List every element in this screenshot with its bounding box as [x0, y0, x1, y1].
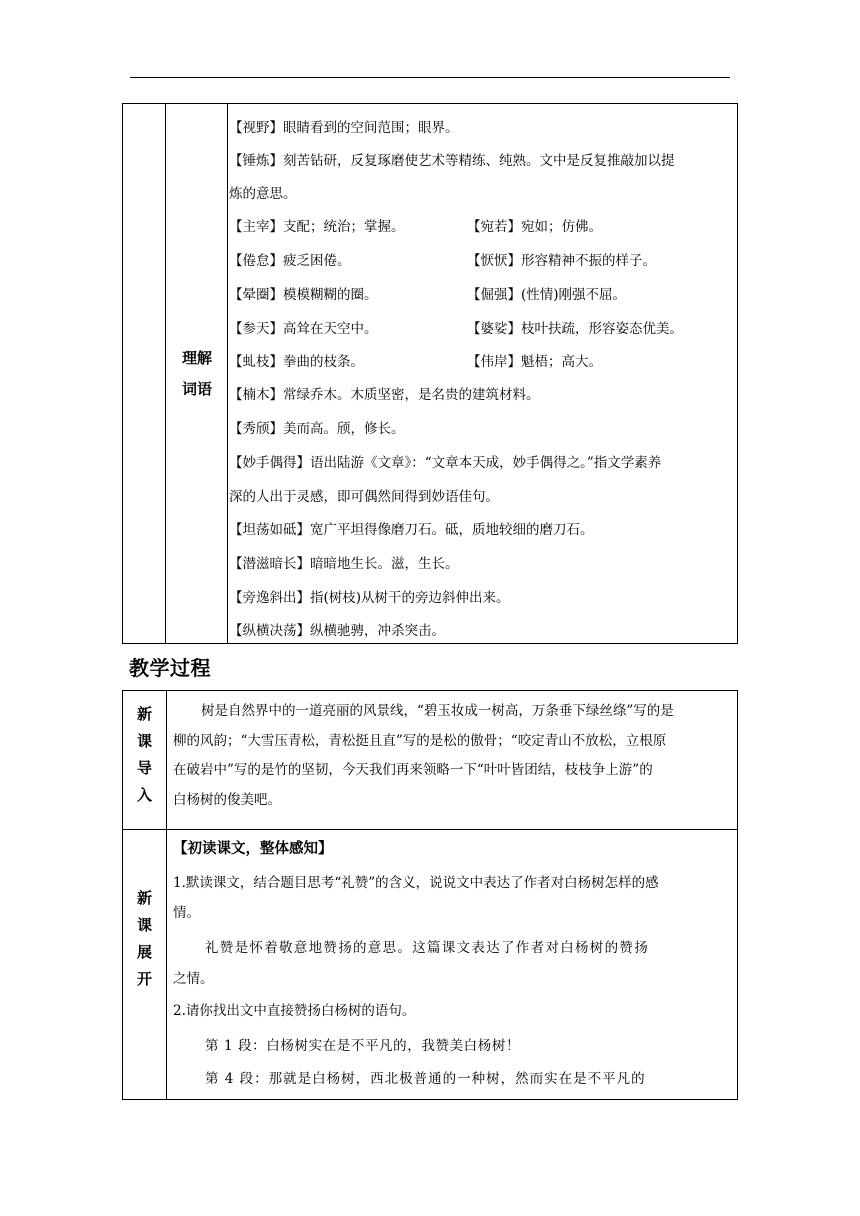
vocab-entry: 【虬枝】拳曲的枝条。 — [229, 354, 364, 370]
vocab-label — [166, 346, 228, 402]
intro-label-char: 新 — [136, 705, 152, 723]
develop-label-char: 展 — [136, 943, 152, 961]
vocab-entry: 炼的意思。 — [229, 186, 297, 202]
intro-line: 在破岩中”写的是竹的坚韧，今天我们再来领略一下“叶叶皆团结，枝枝争上游”的 — [173, 762, 653, 778]
vocabulary-table — [122, 103, 738, 644]
vocab-entry: 【伟岸】魁梧；高大。 — [467, 354, 602, 370]
vocab-entry: 【参天】高耸在天空中。 — [229, 321, 378, 337]
process-row-divider — [123, 829, 737, 830]
vocab-entry: 深的人出于灵感，即可偶然间得到妙语佳句。 — [229, 489, 499, 505]
vocab-entry: 【妙手偶得】语出陆游《文章》：“文章本天成，妙手偶得之。”指文学素养 — [229, 455, 662, 471]
develop-label-char: 开 — [136, 970, 152, 988]
process-table — [122, 690, 738, 1100]
vocab-entry: 【恹恹】形容精神不振的样子。 — [467, 253, 656, 269]
intro-label-char: 课 — [136, 732, 152, 750]
vocab-entry: 【主宰】支配；统治；掌握。 — [229, 219, 405, 235]
vocab-entry: 【倦怠】疲乏困倦。 — [229, 253, 351, 269]
develop-label — [123, 885, 166, 993]
develop-line: 之情。 — [173, 971, 214, 987]
vocab-entry: 【潜滋暗长】暗暗地生长。滋，生长。 — [229, 556, 459, 572]
develop-line: 第 1 段：白杨树实在是不平凡的，我赞美白杨树！ — [205, 1038, 521, 1054]
vocab-label-line: 词语 — [181, 380, 212, 398]
intro-line: 树是自然界中的一道亮丽的风景线，“碧玉妆成一树高，万条垂下绿丝绦”写的是 — [201, 703, 674, 719]
header-rule — [130, 77, 730, 78]
intro-line: 白杨树的俊美吧。 — [173, 792, 281, 808]
vocab-entry: 【纵横决荡】纵横驰骋，冲杀突击。 — [229, 623, 445, 639]
vocab-entry: 【楠木】常绿乔木。木质坚密，是名贵的建筑材料。 — [229, 387, 540, 403]
section-title: 教学过程 — [129, 656, 211, 680]
vocab-entry: 【视野】眼睛看到的空间范围；眼界。 — [229, 120, 459, 136]
process-column-divider — [166, 691, 167, 1099]
vocab-label-column — [166, 104, 228, 643]
vocab-empty-column — [123, 104, 166, 643]
intro-label-char: 导 — [136, 759, 152, 777]
develop-label-char: 新 — [136, 889, 152, 907]
intro-label — [123, 701, 166, 809]
vocab-entry: 【宛若】宛如；仿佛。 — [467, 219, 602, 235]
vocab-entry: 【晕圈】模模糊糊的圈。 — [229, 287, 378, 303]
vocab-label-line: 理解 — [181, 349, 212, 367]
develop-heading: 【初读课文，整体感知】 — [173, 841, 333, 857]
vocab-entry: 【秀颀】美而高。颀，修长。 — [229, 421, 405, 437]
develop-line: 2.请你找出文中直接赞扬白杨树的语句。 — [173, 1003, 416, 1019]
vocab-entry: 【锤炼】刻苦钻研，反复琢磨使艺术等精练、纯熟。文中是反复推敲加以提 — [229, 153, 675, 169]
vocab-entry: 【旁逸斜出】指(树枝)从树干的旁边斜伸出来。 — [229, 590, 510, 606]
vocab-entry: 【婆娑】枝叶扶疏，形容姿态优美。 — [467, 321, 683, 337]
vocab-entry: 【坦荡如砥】宽广平坦得像磨刀石。砥，质地较细的磨刀石。 — [229, 522, 594, 538]
intro-line: 柳的风韵；“大雪压青松，青松挺且直”写的是松的傲骨；“咬定青山不放松，立根原 — [173, 733, 667, 749]
develop-line: 1.默读课文，结合题目思考“礼赞”的含义，说说文中表达了作者对白杨树怎样的感 — [173, 875, 659, 891]
intro-label-char: 入 — [136, 786, 152, 804]
develop-line: 情。 — [173, 905, 200, 921]
develop-label-char: 课 — [136, 916, 152, 934]
develop-line: 礼赞是怀着敬意地赞扬的意思。这篇课文表达了作者对白杨树的赞扬 — [205, 940, 649, 956]
vocab-content — [229, 104, 737, 643]
vocab-entry: 【倔强】(性情)刚强不屈。 — [467, 287, 627, 303]
develop-line: 第 4 段：那就是白杨树，西北极普通的一种树，然而实在是不平凡的 — [205, 1071, 646, 1087]
